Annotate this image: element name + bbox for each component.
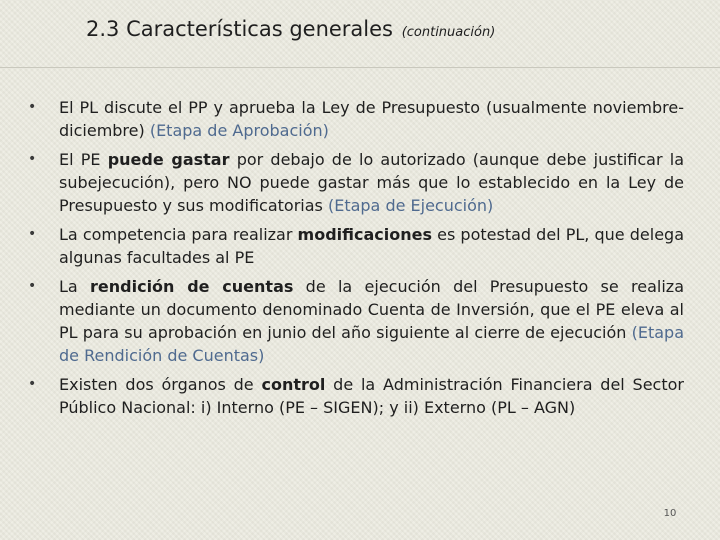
bullet-emphasis: modificaciones	[297, 225, 433, 244]
bullet-emphasis: rendición de cuentas	[90, 277, 294, 296]
bullet-emphasis: puede gastar	[107, 150, 230, 169]
bullet-text: El PE	[59, 150, 108, 169]
bullet-text: de la ejecución del Presupuesto se realiza mediante un documento denominado Cuenta de Inversión, que el PE eleva al PL para su aprobación en junio del año siguiente al cierre de ejecución	[59, 277, 684, 342]
bullet-emphasis: control	[261, 375, 326, 394]
bullet-list	[28, 96, 684, 425]
bullet-text: El PL discute el PP y aprueba la Ley de Presupuesto (usualmente noviembre-diciembre)	[59, 98, 684, 140]
title-divider	[0, 67, 720, 68]
bullet-text: por debajo de lo autorizado (aunque debe justificar la subejecución), pero NO puede gastar más que lo establecido en la Ley de Presupuesto y sus modificatorias	[59, 150, 684, 215]
bullet-item-execution	[28, 148, 684, 217]
stage-label: (Etapa de Rendición de Cuentas)	[59, 323, 684, 365]
bullet-icon: •	[28, 226, 37, 242]
bullet-item-approval	[28, 96, 684, 142]
bullet-text: La	[59, 277, 91, 296]
stage-label: (Etapa de Aprobación)	[149, 121, 329, 140]
bullet-text: de la Administración Financiera del Sector Público Nacional: i) Interno (PE – SIGEN); y ii) Externo (PL – AGN)	[59, 375, 684, 417]
title-text: 2.3 Características generales	[86, 17, 393, 41]
bullet-item-control	[28, 373, 684, 419]
bullet-icon: •	[28, 99, 37, 115]
bullet-icon: •	[28, 376, 37, 392]
bullet-icon: •	[28, 151, 37, 167]
bullet-text: La competencia para realizar	[59, 225, 298, 244]
title-subtitle: (continuación)	[401, 25, 496, 40]
bullet-text: Existen dos órganos de	[59, 375, 262, 394]
bullet-text: es potestad del PL, que delega algunas facultades al PE	[59, 225, 684, 267]
stage-label: (Etapa de Ejecución)	[327, 196, 494, 215]
slide-title	[86, 14, 495, 48]
bullet-icon: •	[28, 278, 37, 294]
bullet-item-modifications	[28, 223, 684, 269]
bullet-item-accountability	[28, 275, 684, 367]
page-number: 10	[663, 508, 677, 519]
